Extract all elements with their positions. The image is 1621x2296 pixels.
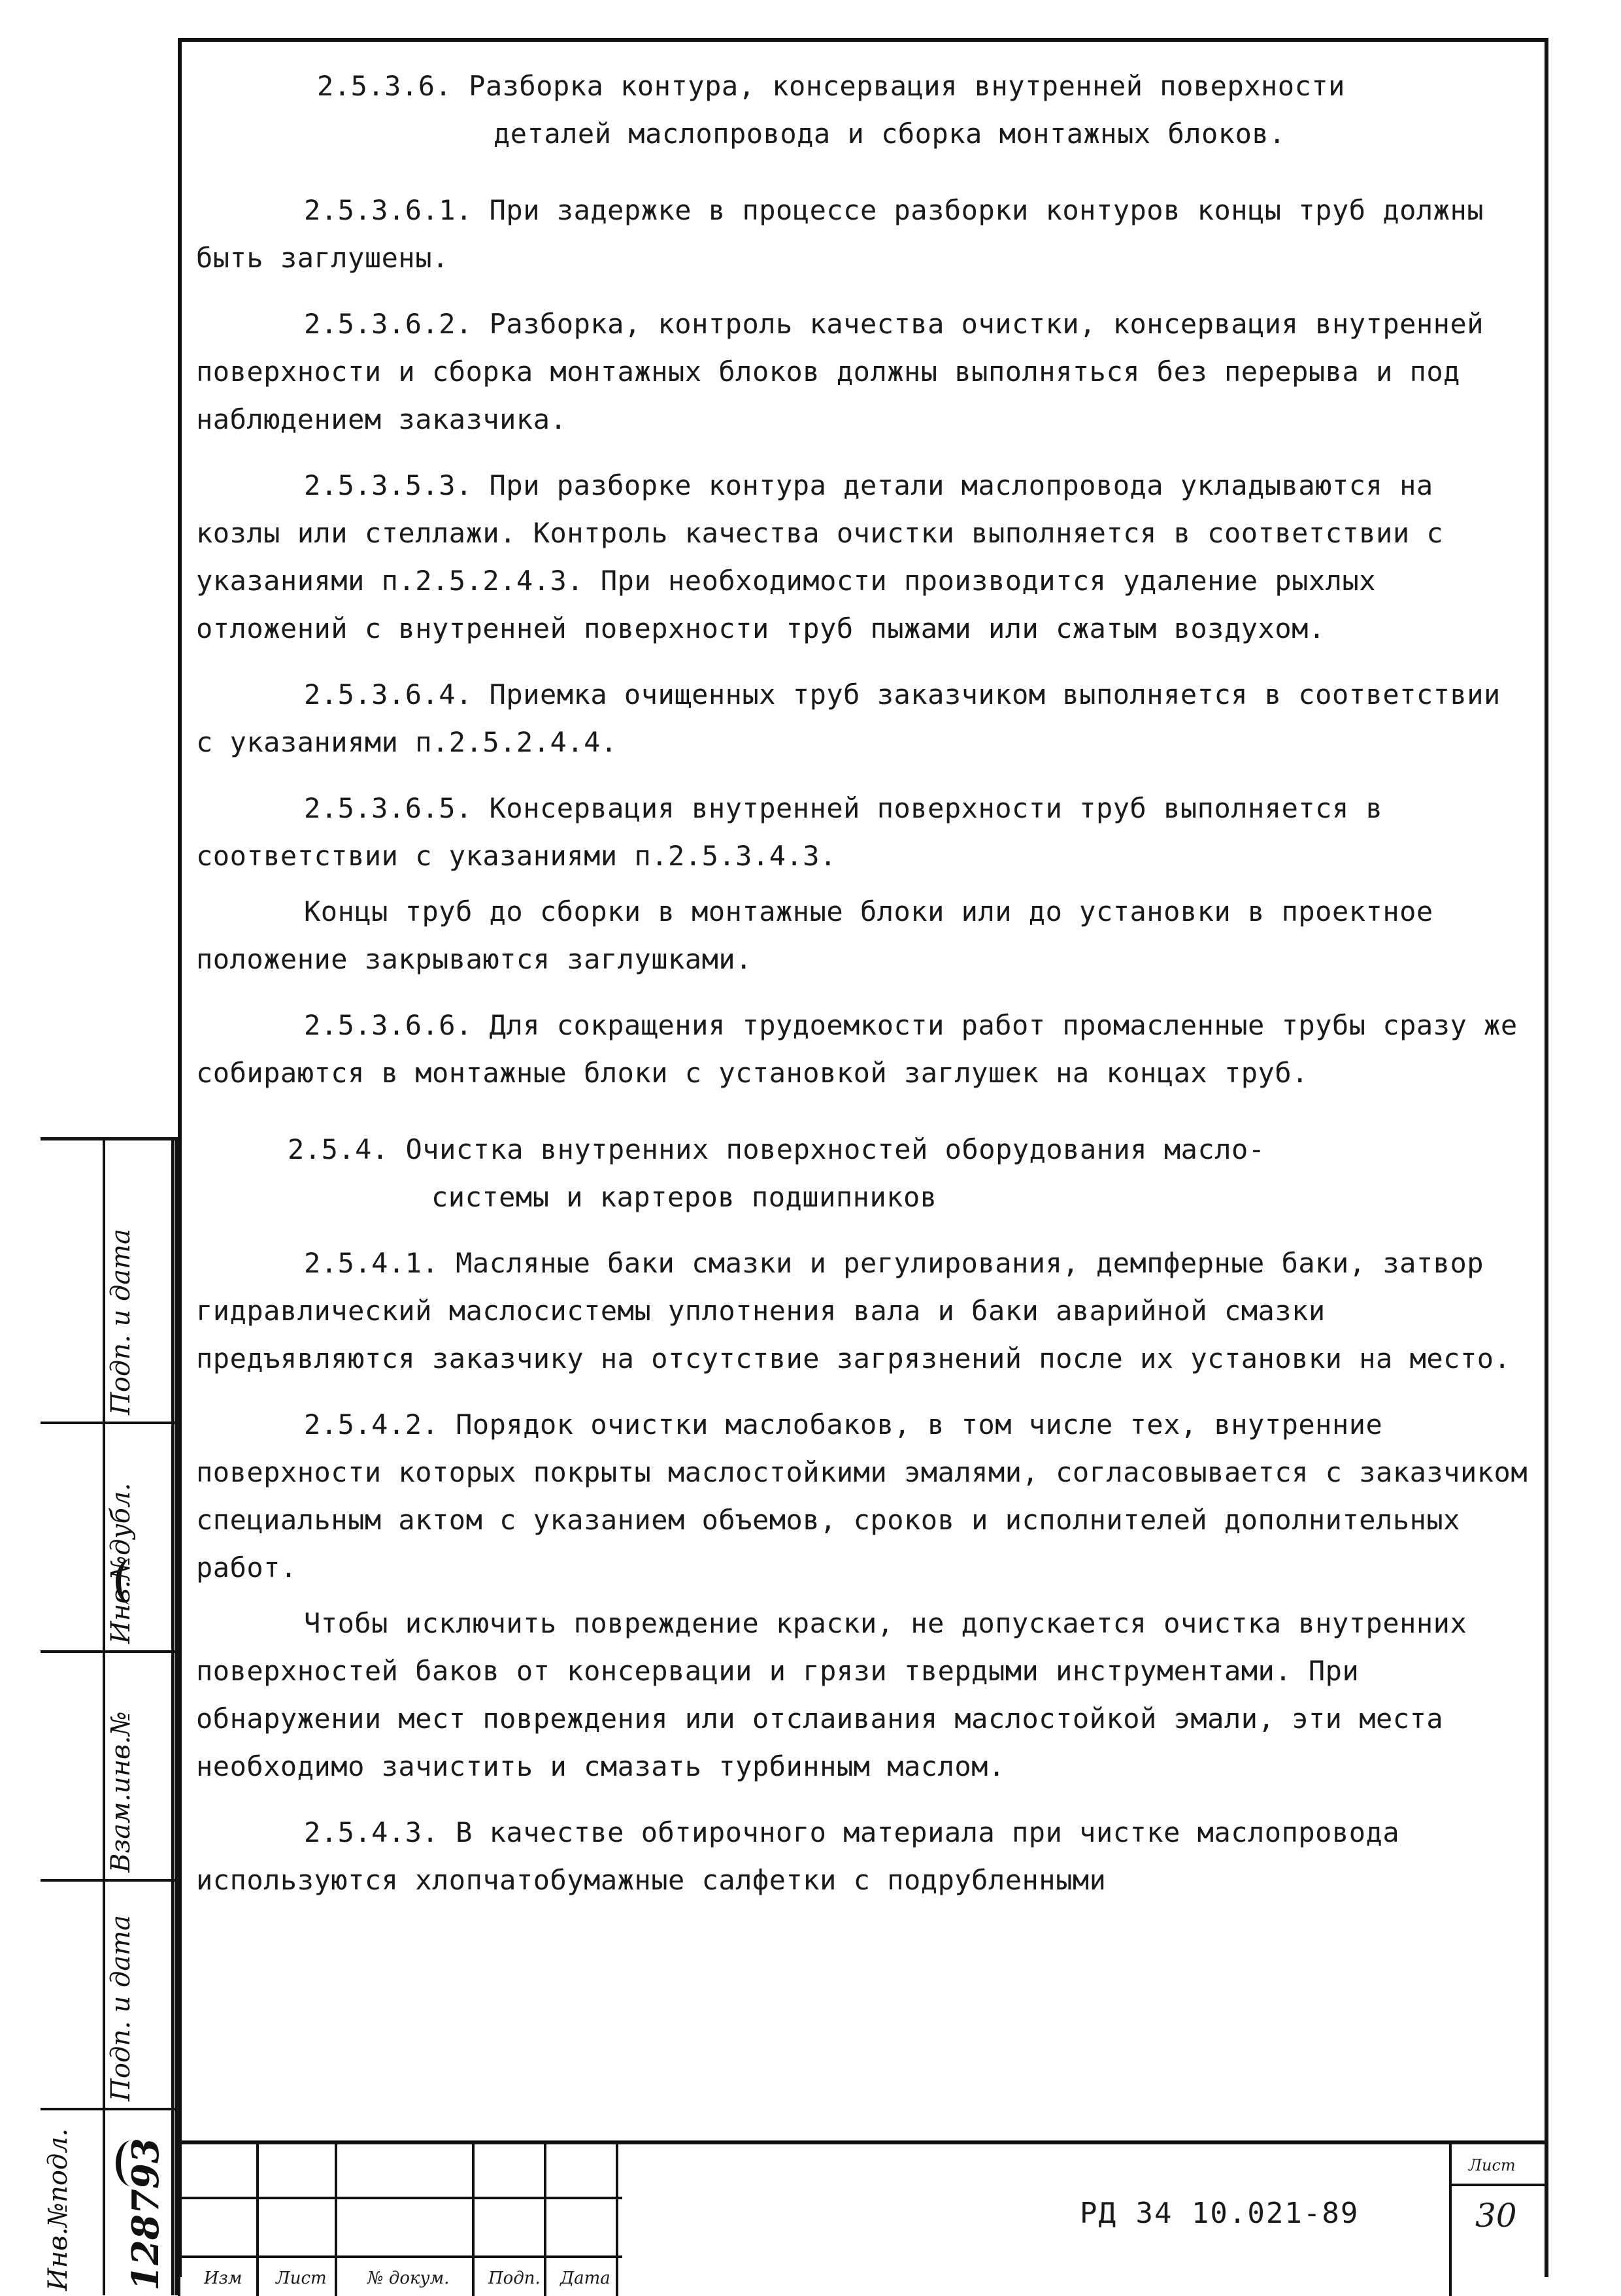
side-label-dup-inv: Инв.№дубл. — [106, 1482, 136, 1644]
document-body — [196, 62, 1529, 1904]
paragraph-2-5-3-6-6: 2.5.3.6.6. Для сокращения трудоемкости работ промасленные трубы сразу же собираются в монтажные блоки с установкой заглушек на концах труб. — [196, 1009, 1518, 1089]
section-heading-254-line1: 2.5.4. Очистка внутренних поверхностей оборудования масло- — [288, 1133, 1265, 1165]
title-block-divider — [335, 2144, 337, 2296]
paragraph-2-5-3-6-5: 2.5.3.6.5. Консервация внутренней поверхности труб выполняется в соответствии с указаниями п.2.5.3.4.3. — [196, 792, 1383, 872]
paragraph-2-5-4-3: 2.5.4.3. В качестве обтирочного материала при чистке маслопровода используются хлопчатобумажные салфетки с подрубленными — [196, 1816, 1400, 1896]
title-block-divider — [1449, 2144, 1452, 2296]
title-block — [178, 2140, 1545, 2296]
side-stamp-divider — [41, 1650, 175, 1653]
section-heading-2536-line2: деталей маслопровода и сборка монтажных блоков. — [493, 118, 1286, 150]
side-stamp-col-values — [41, 1140, 105, 2295]
paragraph-2-5-4-1: 2.5.4.1. Масляные баки смазки и регулирования, демпферные баки, затвор гидравлический маслосистемы уплотнения вала и баки аварийной смазки предъявляются заказчику на отсутствие загрязнений после их установки на место. — [196, 1247, 1511, 1374]
title-block-row-line — [178, 2255, 622, 2258]
column-label-date: Дата — [560, 2269, 610, 2288]
title-block-divider — [544, 2144, 546, 2296]
column-label-change: Изм — [204, 2269, 242, 2288]
binding-mark — [116, 1559, 147, 1605]
column-label-sheet: Лист — [276, 2269, 327, 2288]
side-label-replace-inv: Взам.инв.№ — [106, 1711, 136, 1872]
side-label-sign-date-bottom: Подп. и дата — [106, 1915, 136, 2101]
paragraph-2-5-4-2: 2.5.4.2. Порядок очистки маслобаков, в том числе тех, внутренние поверхности которых покрыты маслостойкими эмалями, согласовывается с заказчиком специальным актом с указанием объемов, сроков и исполнителей дополнительных работ. — [196, 1408, 1528, 1584]
paragraph-2-5-4-2-cont: Чтобы исключить повреждение краски, не допускается очистка внутренних поверхностей баков от консервации и грязи твердыми инструментами. При обнаружении мест повреждения или отслаивания маслостойкой эмали, эти места необходимо зачистить и смазать турбинным маслом. — [196, 1607, 1467, 1782]
column-label-doc-number: № докум. — [367, 2269, 450, 2288]
title-block-divider — [178, 2144, 180, 2296]
paragraph-2-5-3-6-5-cont: Концы труб до сборки в монтажные блоки или до установки в проектное положение закрываются заглушками. — [196, 895, 1433, 975]
side-stamp-divider — [41, 1422, 175, 1424]
side-stamp-divider — [41, 1879, 175, 1882]
document-code: РД 34 10.021-89 — [1080, 2197, 1360, 2230]
side-label-sign-date-top: Подп. и дата — [106, 1229, 136, 1415]
title-block-row-line — [178, 2197, 622, 2199]
sheet-number: 30 — [1475, 2197, 1517, 2235]
section-heading-2536-line1: 2.5.3.6. Разборка контура, консервация внутренней поверхности — [317, 70, 1345, 102]
binding-mark — [116, 2140, 147, 2186]
sheet-label: Лист — [1469, 2156, 1516, 2174]
paragraph-2-5-3-6-2: 2.5.3.6.2. Разборка, контроль качества очистки, консервация внутренней поверхности и сборка монтажных блоков должны выполняться без перерыва и под наблюдением заказчика. — [196, 308, 1484, 435]
sheet-cell-line — [1449, 2184, 1545, 2186]
paragraph-2-5-3-6-4: 2.5.3.6.4. Приемка очищенных труб заказчиком выполняется в соответствии с указаниями п.2.5.2.4.4. — [196, 678, 1501, 758]
paragraph-2-5-3-6-1: 2.5.3.6.1. При задержке в процессе разборки контуров концы труб должны быть заглушены. — [196, 194, 1484, 274]
section-heading-254-line2: системы и картеров подшипников — [431, 1181, 937, 1213]
title-block-divider — [616, 2144, 618, 2296]
paragraph-2-5-3-5-3: 2.5.3.5.3. При разборке контура детали маслопровода укладываются на козлы или стеллажи. Контроль качества очистки выполняется в соответствии с указаниями п.2.5.2.4.3. При необходимости производится удаление рыхлых отложений с внутренней поверхности труб пыжами или сжатым воздухом. — [196, 469, 1444, 644]
side-stamp-divider — [41, 2108, 175, 2110]
side-label-orig-inv: Инв.№подл. — [43, 2128, 73, 2291]
column-label-signature: Подп. — [488, 2269, 541, 2288]
title-block-divider — [472, 2144, 475, 2296]
side-inventory-number: 128793 — [124, 2138, 167, 2291]
side-stamp — [41, 1137, 178, 2295]
title-block-divider — [256, 2144, 259, 2296]
